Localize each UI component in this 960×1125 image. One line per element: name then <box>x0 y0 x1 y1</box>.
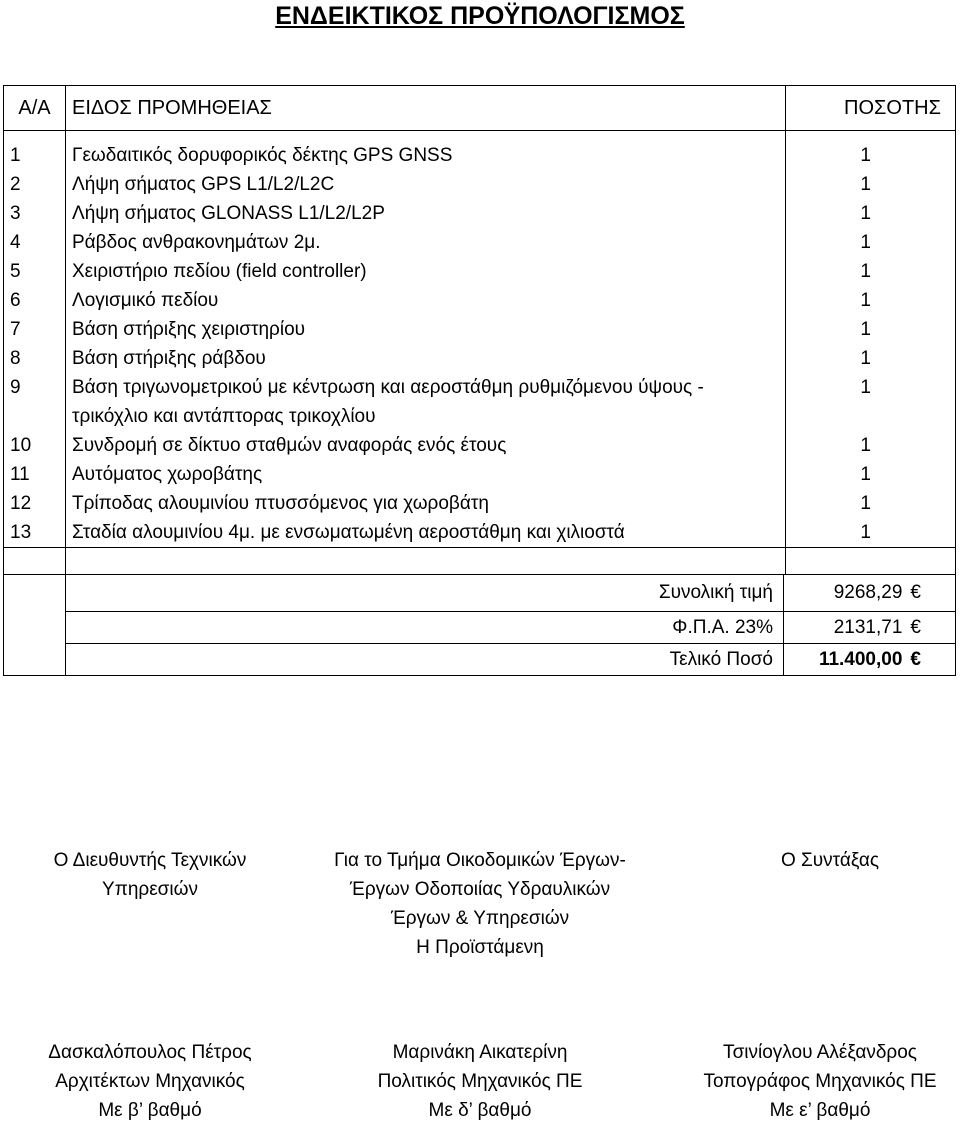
row-number: 1 <box>4 141 66 170</box>
row-quantity: 1 <box>786 257 956 286</box>
final-total-row <box>66 643 955 675</box>
row-number: 10 <box>4 431 66 460</box>
row-quantity: 1 <box>786 344 956 373</box>
document-title: ΕΝΔΕΙΚΤΙΚΟΣ ΠΡΟΫΠΟΛΟΓΙΣΜΟΣ <box>275 2 685 30</box>
header-aa: Α/Α <box>4 86 66 131</box>
row-quantity: 1 <box>786 460 956 489</box>
table-header-row <box>4 86 956 131</box>
vat-value: 2131,71 € <box>833 616 921 638</box>
row-number: 7 <box>4 315 66 344</box>
row-description: Βάση στήριξης χειριστηρίου <box>66 315 786 344</box>
subtotal-value: 9268,29 € <box>833 582 921 603</box>
signature-center-title: Για το Τμήμα Οικοδομικών Έργων- Έργων Οδοποιίας Υδραυλικών Έργων & Υπηρεσιών Η Προϊστάμενη <box>334 850 626 958</box>
row-quantity: 1 <box>786 170 956 199</box>
vat-label: Φ.Π.Α. 23% <box>66 612 784 643</box>
row-number: 3 <box>4 199 66 228</box>
row-number: 11 <box>4 460 66 489</box>
row-description: Σταδία αλουμινίου 4μ. με ενσωματωμένη αεροστάθμη και χιλιοστά <box>66 518 786 548</box>
row-description: Γεωδαιτικός δορυφορικός δέκτης GPS GNSS <box>66 141 786 170</box>
euro-symbol: € <box>910 616 921 638</box>
subtotal-row <box>66 575 955 611</box>
row-quantity: 1 <box>786 141 956 170</box>
signature-right-title: Ο Συντάξας <box>780 850 880 871</box>
row-number: 13 <box>4 518 66 548</box>
totals-block <box>66 575 955 675</box>
row-description: Λήψη σήματος GLONASS L1/L2/L2P <box>66 199 786 228</box>
table-row <box>4 228 956 257</box>
row-description: Αυτόματος χωροβάτης <box>66 460 786 489</box>
table-row <box>4 373 956 431</box>
table-row <box>4 257 956 286</box>
row-number: 4 <box>4 228 66 257</box>
table-row <box>4 460 956 489</box>
row-number: 6 <box>4 286 66 315</box>
row-quantity: 1 <box>786 315 956 344</box>
row-number: 9 <box>4 373 66 431</box>
signature-right-person: Τσινίογλου Αλέξανδρος Τοπογράφος Μηχανικός ΠΕ Με ε’ βαθμό <box>703 1042 937 1121</box>
vat-row <box>66 611 955 643</box>
row-number: 5 <box>4 257 66 286</box>
row-quantity: 1 <box>786 286 956 315</box>
row-description: Συνδρομή σε δίκτυο σταθμών αναφοράς ενός έτους <box>66 431 786 460</box>
signature-center-person: Μαρινάκη Αικατερίνη Πολιτικός Μηχανικός ΠΕ Με δ’ βαθμό <box>377 1042 583 1121</box>
budget-table <box>3 85 956 676</box>
row-quantity: 1 <box>786 518 956 548</box>
signature-left-person: Δασκαλόπουλος Πέτρος Αρχιτέκτων Μηχανικός Με β’ βαθμό <box>48 1042 252 1121</box>
row-quantity: 1 <box>786 228 956 257</box>
row-number: 12 <box>4 489 66 518</box>
row-description: Ράβδος ανθρακονημάτων 2μ. <box>66 228 786 257</box>
table-row <box>4 141 956 170</box>
euro-symbol: € <box>910 648 921 670</box>
row-quantity: 1 <box>786 489 956 518</box>
final-total-value: 11.400,00 € <box>818 648 921 670</box>
table-row <box>4 286 956 315</box>
row-number: 2 <box>4 170 66 199</box>
header-item-type: ΕΙΔΟΣ ΠΡΟΜΗΘΕΙΑΣ <box>66 86 786 131</box>
row-description: Λογισμικό πεδίου <box>66 286 786 315</box>
totals-row <box>4 575 956 676</box>
final-total-label: Τελικό Ποσό <box>66 644 784 675</box>
row-quantity: 1 <box>786 373 956 431</box>
row-description: Τρίποδας αλουμινίου πτυσσόμενος για χωροβάτη <box>66 489 786 518</box>
table-row <box>4 431 956 460</box>
blank-row <box>4 548 956 575</box>
row-description: Χειριστήριο πεδίου (field controller) <box>66 257 786 286</box>
table-row <box>4 315 956 344</box>
row-quantity: 1 <box>786 431 956 460</box>
table-row <box>4 489 956 518</box>
row-description: Λήψη σήματος GPS L1/L2/L2C <box>66 170 786 199</box>
row-number: 8 <box>4 344 66 373</box>
subtotal-label: Συνολική τιμή <box>66 575 784 611</box>
row-description: Βάση στήριξης ράβδου <box>66 344 786 373</box>
euro-symbol: € <box>910 582 921 603</box>
table-row <box>4 170 956 199</box>
signature-left-title: Ο Διευθυντής Τεχνικών Υπηρεσιών <box>53 850 247 900</box>
table-row <box>4 518 956 548</box>
spacer-row <box>4 131 956 142</box>
table-row <box>4 344 956 373</box>
row-quantity: 1 <box>786 199 956 228</box>
row-description: Βάση τριγωνομετρικού με κέντρωση και αεροστάθμη ρυθμιζόμενου ύψους - τρικόχλιο και αντάπτορας τρικοχλίου <box>66 373 786 431</box>
header-quantity: ΠΟΣΟΤΗΣ <box>786 86 956 131</box>
table-row <box>4 199 956 228</box>
